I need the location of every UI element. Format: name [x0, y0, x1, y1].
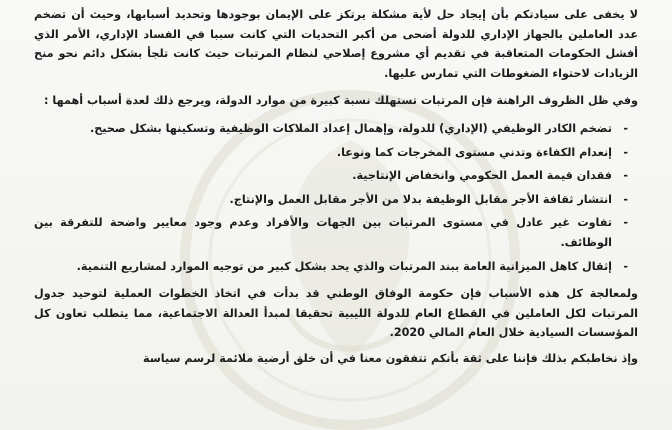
list-item: - فقدان قيمة العمل الحكومي وانخفاض الإنتاجية. — [34, 166, 612, 186]
list-item: - إثقال كاهل الميزانية العامة ببند المرتبات والذي يحد بشكل كبير من توجيه الموارد لمشاريع التنمية. — [34, 257, 612, 277]
list-item: - انتشار ثقافة الأجر مقابل الوظيفة بدلا من الأجر مقابل العمل والإنتاج. — [34, 190, 612, 210]
reasons-list — [34, 119, 638, 276]
paragraph-intro: لا يخفى على سيادتكم بأن إيجاد حل لأية مشكلة يرتكز على الإيمان بوجودها وتحديد أسبابها، وحيث أن تضخم عدد العاملين بالجهاز الإداري للدولة أضحى من أكبر التحديات التي كانت سببا في الفساد الإداري، الأمر الذي أفشل الحكومات المتعاقبة في تقديم أي مشروع إصلاحي لنظام المرتبات حيث كانت تلجأ بشكل دائم نحو منح الزيادات لاحتواء الضغوطات التي تمارس عليها. — [34, 8, 638, 80]
list-item: - إنعدام الكفاءة وتدني مستوى المخرجات كما ونوعا. — [34, 143, 612, 163]
list-item: - تفاوت غير عادل في مستوى المرتبات بين الجهات والأفراد وعدم وجود معايير واضحة للتفرقة بين الوظائف. — [34, 213, 612, 252]
paragraph-reasons-intro: وفي ظل الظروف الراهنة فإن المرتبات تستهلك نسبة كبيرة من موارد الدولة، ويرجع ذلك لعدة أسباب أهمها : — [44, 94, 638, 108]
paragraph-closing: وإذ نخاطبكم بذلك فإننا على ثقة بأنكم تتفقون معنا في أن خلق أرضية ملائمة لرسم سياسة — [142, 351, 638, 365]
list-item: - تضخم الكادر الوظيفي (الإداري) للدولة، وإهمال إعداد الملاكات الوظيفية وتسكينها بشكل صحيح. — [34, 119, 612, 139]
paragraph-measures: ولمعالجة كل هذه الأسباب فإن حكومة الوفاق الوطني قد بدأت في اتخاذ الخطوات العملية لتوحيد جدول المرتبات لكل العاملين في القطاع العام للدولة الليبية تحقيقا لمبدأ العدالة الاجتماعية، مما يتطلب تعاون كل المؤسسات السيادية خلال العام المالي 2020. — [34, 287, 638, 340]
letter-body — [34, 5, 638, 369]
